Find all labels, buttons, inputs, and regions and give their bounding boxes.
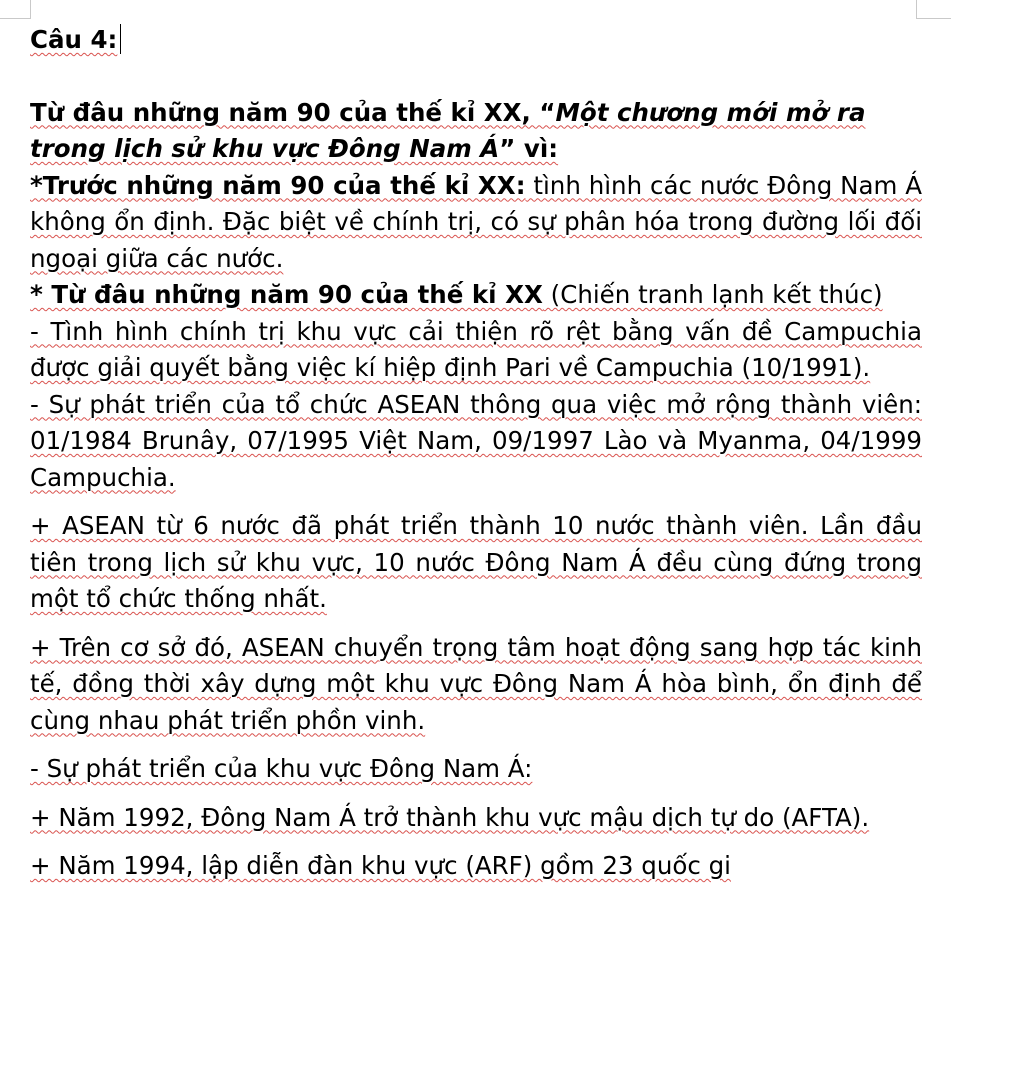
question-heading: Câu 4: bbox=[30, 22, 922, 59]
before-90s-paragraph: *Trước những năm 90 của thế kỉ XX: tình hình các nước Đông Nam Á không ổn định. Đặc biệt về chính trị, có sự phân hóa trong đường lối đối ngoại giữa các nước. bbox=[30, 170, 922, 273]
point-cambodia: - Tình hình chính trị khu vực cải thiện rõ rệt bằng vấn đề Campuchia được giải quyết bằng việc kí hiệp định Pari về Campuchia (10/1991). bbox=[30, 316, 922, 382]
page-corner-mark-left bbox=[0, 0, 31, 19]
intro-paragraph: Từ đâu những năm 90 của thế kỉ XX, “Một chương mới mở ra trong lịch sử khu vực Đông Nam Á” vì: bbox=[30, 97, 866, 163]
point-afta: + Năm 1992, Đông Nam Á trở thành khu vực mậu dịch tự do (AFTA). bbox=[30, 802, 870, 832]
page-corner-mark-right bbox=[916, 0, 951, 19]
text-cursor bbox=[120, 24, 121, 54]
point-asean-expansion: - Sự phát triển của tổ chức ASEAN thông qua việc mở rộng thành viên: 01/1984 Brunây, 07/1995 Việt Nam, 09/1997 Lào và Myanma, 04/1999 Campuchia. bbox=[30, 389, 922, 492]
from-90s-paragraph: * Từ đâu những năm 90 của thế kỉ XX (Chiến tranh lạnh kết thúc) bbox=[30, 280, 883, 309]
document-page[interactable] bbox=[30, 22, 922, 885]
point-asean-ten-members: + ASEAN từ 6 nước đã phát triển thành 10 nước thành viên. Lần đầu tiên trong lịch sử khu vực, 10 nước Đông Nam Á đều cùng đứng trong một tổ chức thống nhất. bbox=[30, 511, 922, 613]
point-asean-economic-focus: + Trên cơ sở đó, ASEAN chuyển trọng tâm hoạt động sang hợp tác kinh tế, đồng thời xây dựng một khu vực Đông Nam Á hòa bình, ổn định để cùng nhau phát triển phồn vinh. bbox=[30, 632, 922, 735]
point-arf: + Năm 1994, lập diễn đàn khu vực (ARF) gồm 23 quốc gi bbox=[30, 851, 731, 880]
point-region-development: - Sự phát triển của khu vực Đông Nam Á: bbox=[30, 754, 533, 783]
